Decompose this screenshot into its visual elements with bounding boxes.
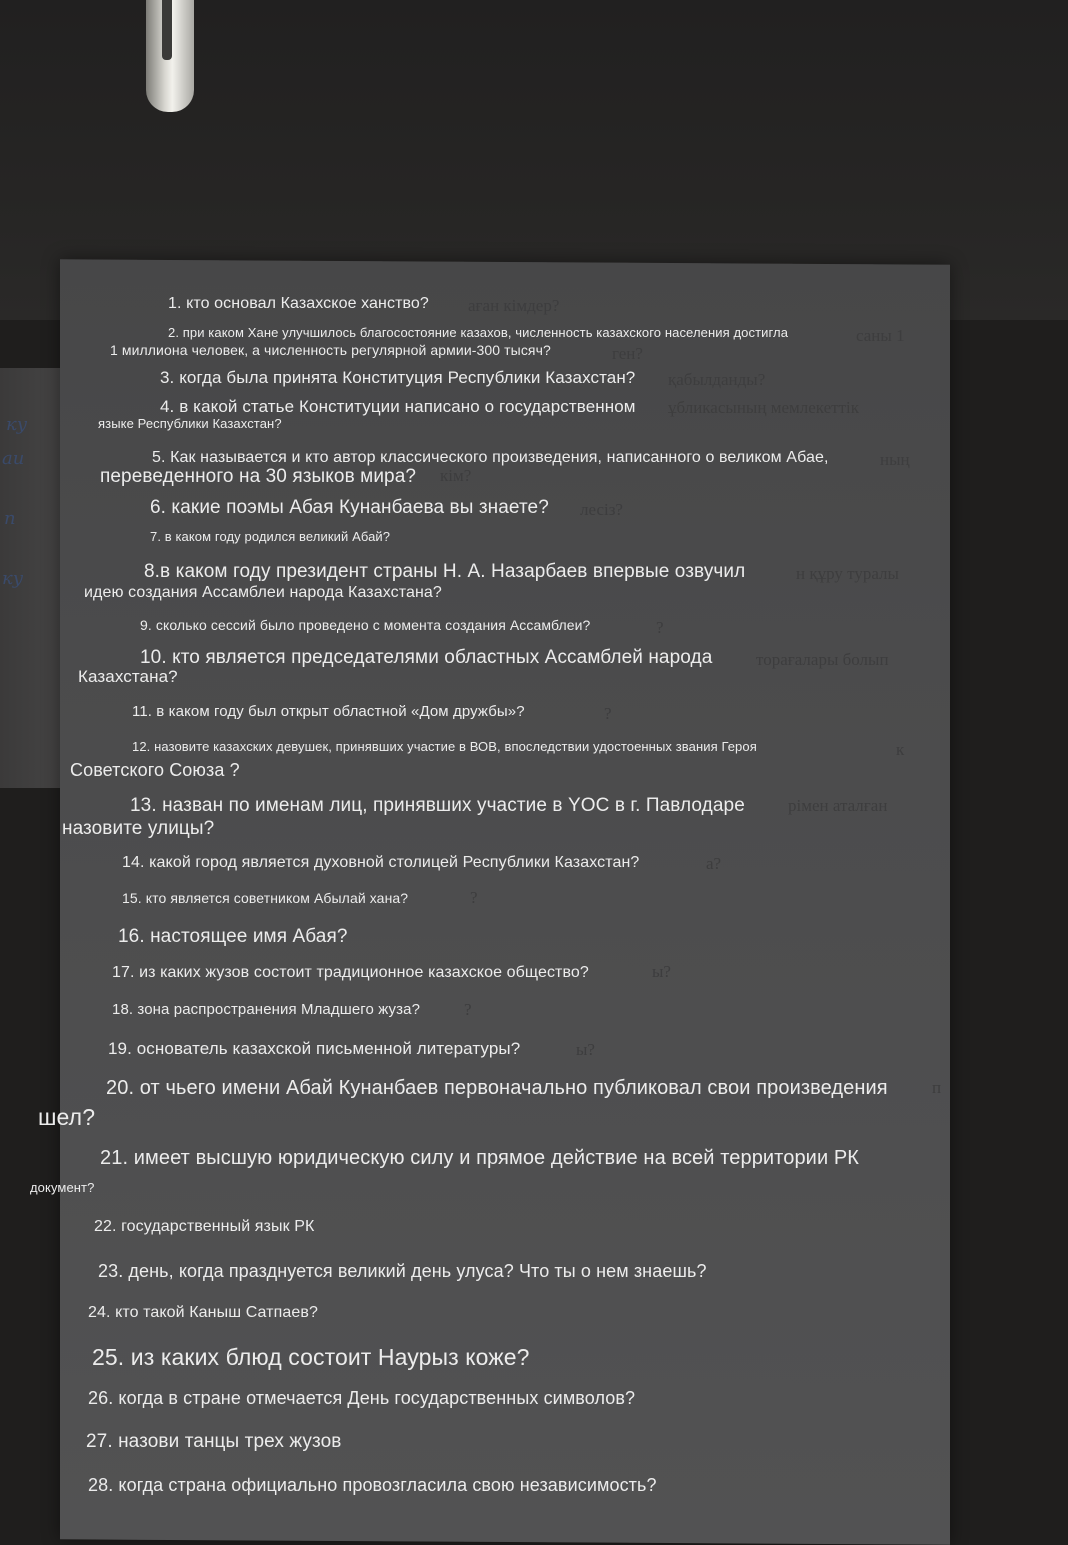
question-24: 24. кто такой Каныш Сатпаев? xyxy=(88,1304,318,1321)
background-text: ? xyxy=(656,618,664,637)
question-4-line-2: языке Республики Казахстан? xyxy=(98,416,282,431)
question-4-line-1: 4. в какой статье Конституции написано о государственном xyxy=(160,397,636,416)
question-11: 11. в каком году был открыт областной «Дом дружбы»? xyxy=(132,703,525,720)
question-20-line-2: шел? xyxy=(38,1104,96,1130)
question-2-line-1: 2. при каком Хане улучшилось благосостояние казахов, численность казахского населения достигла xyxy=(168,325,789,340)
question-8-line-2: идею создания Ассамблеи народа Казахстана? xyxy=(84,584,442,601)
background-text: ? xyxy=(464,1000,472,1019)
question-20-line-1: 20. от чьего имени Абай Кунанбаев первоначально публиковал свои произведения xyxy=(106,1077,888,1099)
background-text: ұбликасының мемлекеттік xyxy=(668,398,860,417)
question-21-line-2: документ? xyxy=(30,1180,95,1195)
question-10-line-1: 10. кто является председателями областных Ассамблей народа xyxy=(140,647,713,668)
background-text: кім? xyxy=(440,466,472,485)
question-23: 23. день, когда празднуется великий день улуса? Что ты о нем знаешь? xyxy=(98,1261,707,1281)
handwriting-mark: аи xyxy=(2,448,25,469)
handwriting-mark: п xyxy=(4,508,16,529)
question-26: 26. когда в стране отмечается День государственных символов? xyxy=(88,1388,636,1408)
background-text: а? xyxy=(706,854,722,873)
question-8-line-1: 8.в каком году президент страны Н. А. Назарбаев впервые озвучил xyxy=(144,561,746,582)
background-text: п xyxy=(932,1078,942,1097)
question-22: 22. государственный язык РК xyxy=(94,1218,315,1235)
question-6: 6. какие поэмы Абая Кунанбаева вы знаете? xyxy=(150,497,549,518)
question-2-line-2: 1 миллиона человек, а численность регулярной армии-300 тысяч? xyxy=(110,342,551,358)
background-text: ы? xyxy=(576,1040,595,1059)
question-25: 25. из каких блюд состоит Наурыз коже? xyxy=(92,1344,530,1370)
background-text: қабылданды? xyxy=(668,370,766,389)
background-text: ген? xyxy=(612,344,643,363)
handwriting-mark: ку xyxy=(2,568,24,589)
background-text: н құру туралы xyxy=(796,564,899,583)
background-text: саны 1 xyxy=(856,326,905,345)
pen-object xyxy=(146,0,194,112)
question-7: 7. в каком году родился великий Абай? xyxy=(150,529,391,544)
question-27: 27. назови танцы трех жузов xyxy=(86,1431,342,1452)
question-21-line-1: 21. имеет высшую юридическую силу и прямое действие на всей территории РК xyxy=(100,1147,860,1169)
background-text: рімен аталған xyxy=(788,796,888,815)
question-5-line-1: 5. Как называется и кто автор классического произведения, написанного о великом Абае, xyxy=(152,449,829,466)
question-3: 3. когда была принята Конституция Республики Казахстан? xyxy=(160,368,636,387)
background-text: ы? xyxy=(652,962,671,981)
background-text: к xyxy=(896,740,905,759)
question-12-line-2: Советского Союза ? xyxy=(70,760,240,780)
background-text: лесіз? xyxy=(580,500,623,519)
question-16: 16. настоящее имя Абая? xyxy=(118,926,348,947)
question-12-line-1: 12. назовите казахских девушек, принявших участие в ВОВ, впоследствии удостоенных звания Героя xyxy=(132,739,757,754)
question-15: 15. кто является советником Абылай хана? xyxy=(122,890,409,906)
question-14: 14. какой город является духовной столицей Республики Казахстан? xyxy=(122,854,640,871)
pen-clip xyxy=(162,0,172,60)
question-1: 1. кто основал Казахское ханство? xyxy=(168,295,429,312)
question-13-line-2: назовите улицы? xyxy=(62,818,215,839)
background-text: ? xyxy=(470,888,478,907)
question-13-line-1: 13. назван по именам лиц, принявших участие в YOC в г. Павлодаре xyxy=(130,795,745,816)
question-18: 18. зона распространения Младшего жуза? xyxy=(112,1001,421,1018)
background-text: ? xyxy=(604,704,612,723)
question-9: 9. сколько сессий было проведено с момента создания Ассамблеи? xyxy=(140,617,591,633)
background-text: аған кімдер? xyxy=(468,296,560,315)
question-5-line-2: переведенного на 30 языков мира? xyxy=(100,466,417,487)
handwriting-mark: ку xyxy=(6,414,28,435)
question-19: 19. основатель казахской письменной литературы? xyxy=(108,1039,521,1058)
question-17: 17. из каких жузов состоит традиционное казахское общество? xyxy=(112,964,589,981)
background-text: ның xyxy=(880,450,910,469)
question-28: 28. когда страна официально провозгласила свою независимость? xyxy=(88,1475,657,1495)
background-text: торағалары болып xyxy=(756,650,889,669)
question-10-line-2: Казахстана? xyxy=(78,667,178,686)
